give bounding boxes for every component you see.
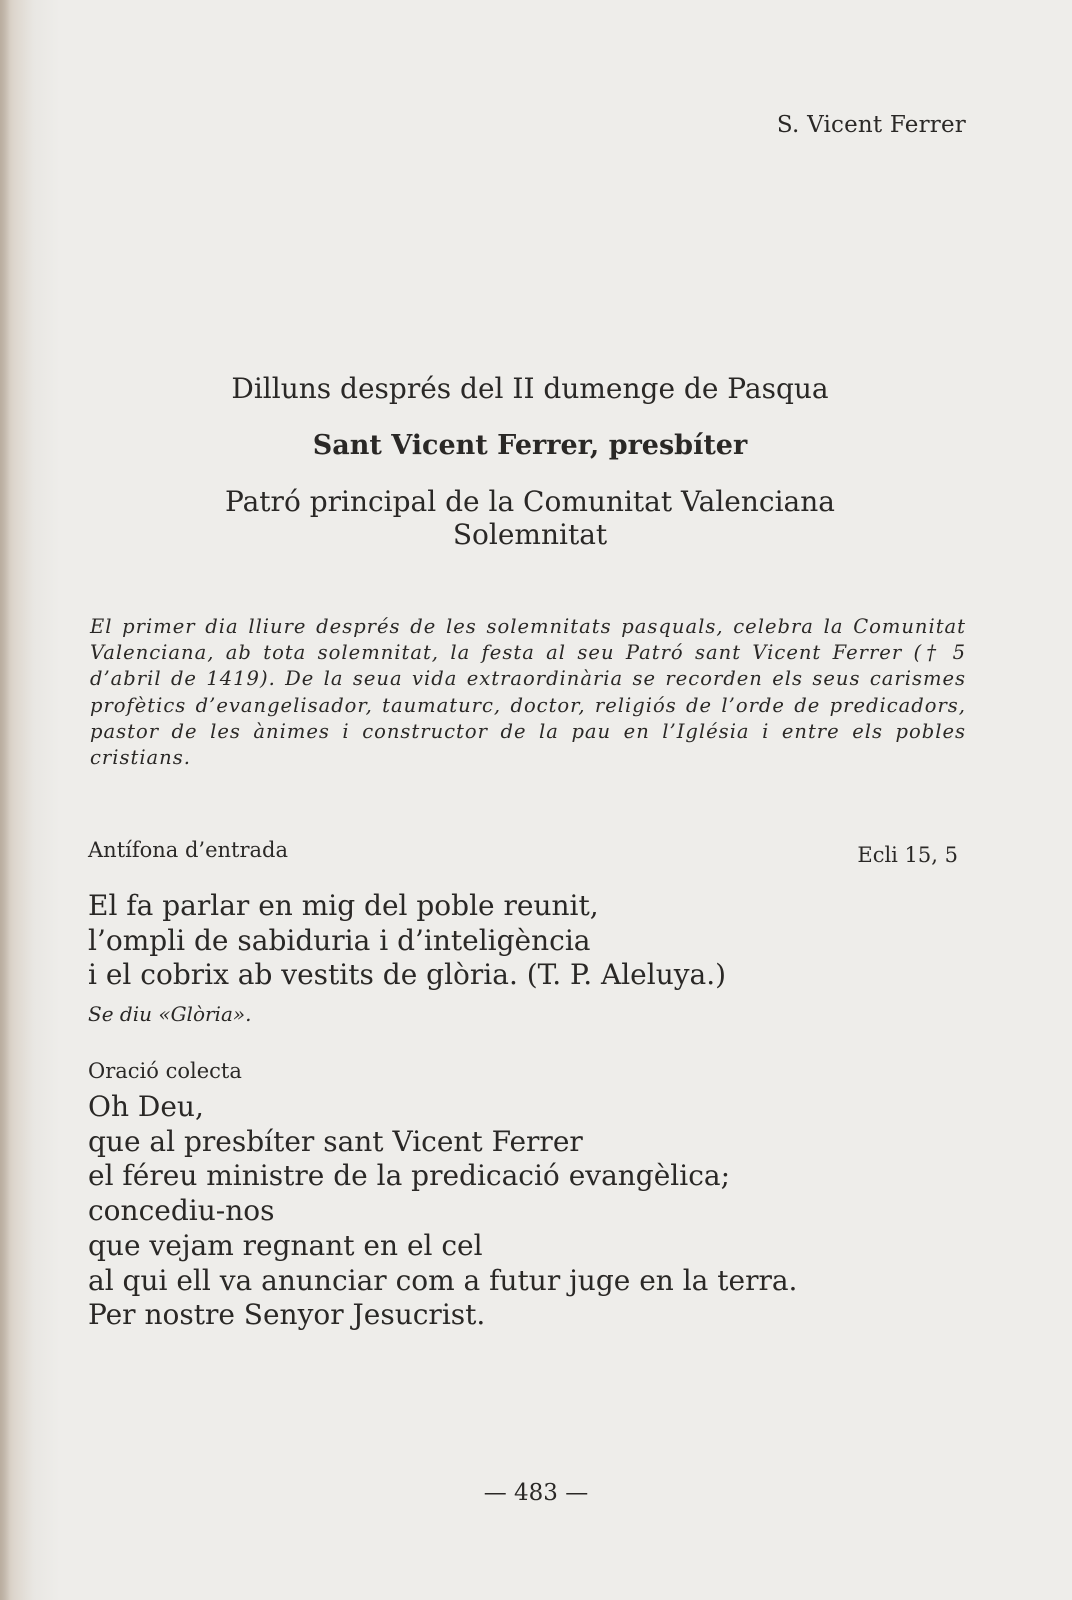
collect-prayer-text: [88, 1090, 797, 1333]
collect-label: Oració colecta: [88, 1059, 242, 1083]
entrance-antiphon-text: [88, 889, 726, 993]
running-head: S. Vicent Ferrer: [776, 112, 966, 138]
intro-paragraph: El primer dia lliure després de les solemnitats pasquals, celebra la Comunitat Valenciana, ab tota solemnitat, la festa al seu Patró sant Vicent Ferrer († 5 d’abril de 1419). De la seua vida extraordinària se recorden els seus carismes profètics d’evangelisador, taumaturc, doctor, religiós de l’orde de predicadors, pastor de les ànimes i constructor de la pau en l’Iglésia i entre els pobles cristians.: [90, 615, 966, 770]
entrance-antiphon-label: Antífona d’entrada: [88, 838, 289, 862]
patron-rank: [90, 485, 970, 551]
gloria-rubric: Se diu «Glòria».: [88, 1002, 252, 1026]
feast-day: Dilluns després del II dumenge de Pasqua: [231, 372, 829, 405]
antiphon-line: i el cobrix ab vestits de glòria. (T. P. Aleluya.): [88, 958, 727, 991]
rank-line: Solemnitat: [452, 518, 608, 551]
prayer-line: que al presbíter sant Vicent Ferrer: [88, 1124, 583, 1158]
saint-title: Sant Vicent Ferrer, presbíter: [312, 430, 748, 461]
scripture-reference: Ecli 15, 5: [857, 843, 958, 867]
prayer-line: Oh Deu,: [88, 1090, 204, 1123]
spine-shadow: [0, 0, 10, 1600]
prayer-line: concediu-nos: [88, 1194, 275, 1228]
page-number: — 483 —: [483, 1480, 589, 1506]
antiphon-line: l’ompli de sabiduria i d’inteligència: [88, 923, 591, 957]
prayer-line: Per nostre Senyor Jesucrist.: [88, 1298, 486, 1332]
prayer-line: el féreu ministre de la predicació evangèlica;: [88, 1159, 731, 1193]
prayer-line: al qui ell va anunciar com a futur juge en la terra.: [88, 1263, 798, 1297]
patron-line: Patró principal de la Comunitat Valenciana: [225, 485, 835, 518]
antiphon-line: El fa parlar en mig del poble reunit,: [88, 889, 599, 922]
prayer-line: que vejam regnant en el cel: [88, 1228, 483, 1262]
